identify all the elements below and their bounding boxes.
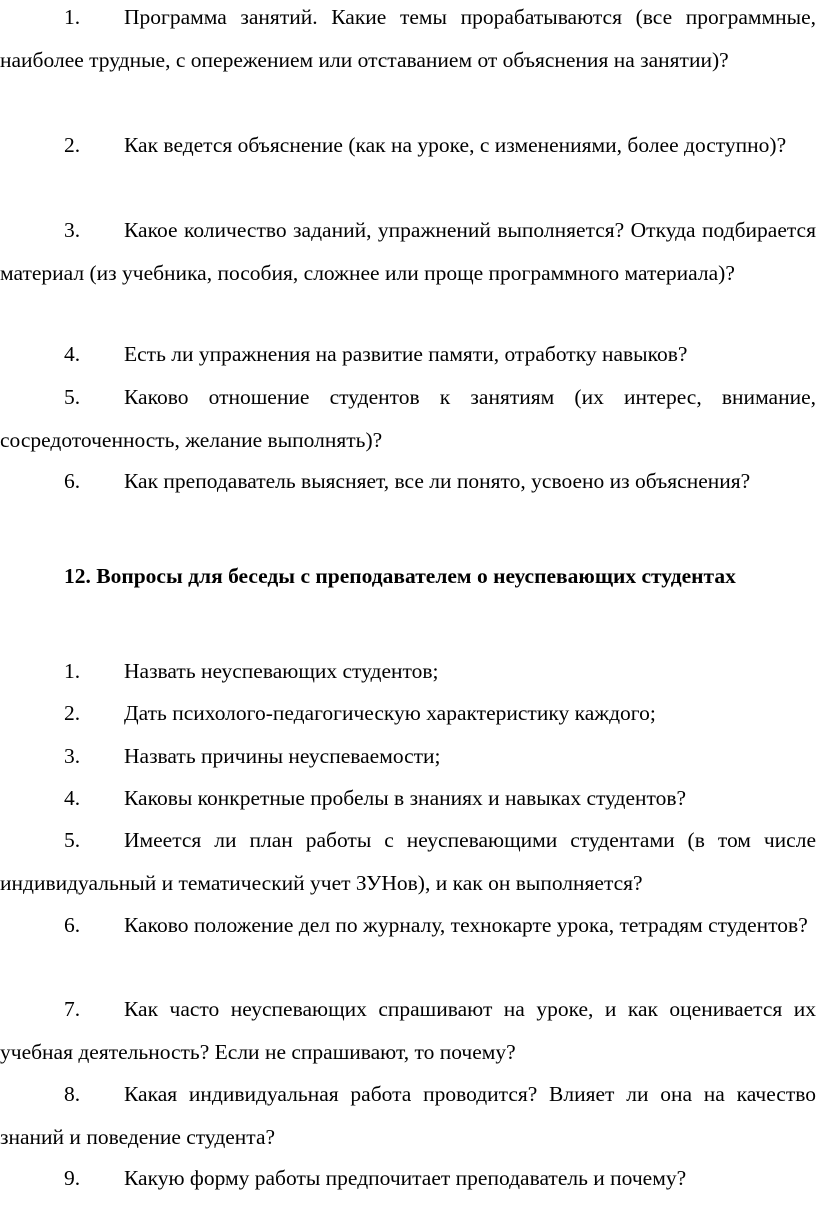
item-number: 7. bbox=[64, 997, 81, 1021]
section-heading bbox=[0, 557, 816, 595]
item-text: Как ведется объяснение (как на уроке, с изменениями, более доступно)? bbox=[124, 133, 787, 157]
item-number: 5. bbox=[64, 385, 81, 409]
item-number: 5. bbox=[64, 828, 81, 852]
item-number: 1. bbox=[64, 659, 81, 683]
item-text: Есть ли упражнения на развитие памяти, отработку навыков? bbox=[124, 342, 688, 366]
item-text: Как часто неуспевающих спрашивают на уроке, и как оценивается их учебная деятельность? Если не спрашивают, то почему? bbox=[0, 997, 816, 1064]
item-number: 2. bbox=[64, 133, 81, 157]
list-item bbox=[0, 735, 816, 778]
item-number: 4. bbox=[64, 342, 81, 366]
item-text: Каковы конкретные пробелы в знаниях и навыках студентов? bbox=[124, 786, 687, 810]
item-text: Назвать неуспевающих студентов; bbox=[124, 659, 439, 683]
list-item bbox=[0, 904, 816, 947]
item-text: Какое количество заданий, упражнений выполняется? Откуда подбирается материал (из учебника, пособия, сложнее или проще программного материала)? bbox=[0, 218, 816, 285]
list-item bbox=[0, 376, 816, 461]
list-item bbox=[0, 819, 816, 904]
item-text: Какая индивидуальная работа проводится? Влияет ли она на качество знаний и поведение студента? bbox=[0, 1082, 816, 1149]
item-text: Имеется ли план работы с неуспевающими студентами (в том числе индивидуальный и тематический учет ЗУНов), и как он выполняется? bbox=[0, 828, 816, 895]
item-number: 3. bbox=[64, 744, 81, 768]
section-heading-text: 12. Вопросы для беседы с преподавателем о неуспевающих студентах bbox=[64, 564, 736, 588]
item-number: 9. bbox=[64, 1166, 81, 1190]
item-number: 8. bbox=[64, 1082, 81, 1106]
list-item bbox=[0, 124, 816, 167]
item-number: 4. bbox=[64, 786, 81, 810]
list-item bbox=[0, 650, 816, 693]
list-item bbox=[0, 460, 816, 503]
list-item bbox=[0, 1157, 816, 1200]
item-text: Как преподаватель выясняет, все ли понято, усвоено из объяснения? bbox=[124, 469, 751, 493]
item-number: 1. bbox=[64, 5, 81, 29]
list-item bbox=[0, 0, 816, 81]
list-item bbox=[0, 1073, 816, 1158]
list-item bbox=[0, 209, 816, 294]
item-text: Назвать причины неуспеваемости; bbox=[124, 744, 441, 768]
item-number: 3. bbox=[64, 218, 81, 242]
item-number: 6. bbox=[64, 913, 81, 937]
list-item bbox=[0, 988, 816, 1073]
list-item bbox=[0, 777, 816, 820]
list-item bbox=[0, 692, 816, 735]
item-text: Дать психолого-педагогическую характеристику каждого; bbox=[124, 701, 656, 725]
item-number: 6. bbox=[64, 469, 81, 493]
item-text: Каково положение дел по журналу, технокарте урока, тетрадям студентов? bbox=[124, 913, 808, 937]
item-number: 2. bbox=[64, 701, 81, 725]
item-text: Каково отношение студентов к занятиям (их интерес, внимание, сосредоточенность, желание выполнять)? bbox=[0, 385, 816, 452]
item-text: Какую форму работы предпочитает преподаватель и почему? bbox=[124, 1166, 687, 1190]
list-item bbox=[0, 333, 816, 376]
item-text: Программа занятий. Какие темы прорабатываются (все программные, наиболее трудные, с опережением или отставанием от объяснения на занятии)? bbox=[0, 5, 816, 72]
